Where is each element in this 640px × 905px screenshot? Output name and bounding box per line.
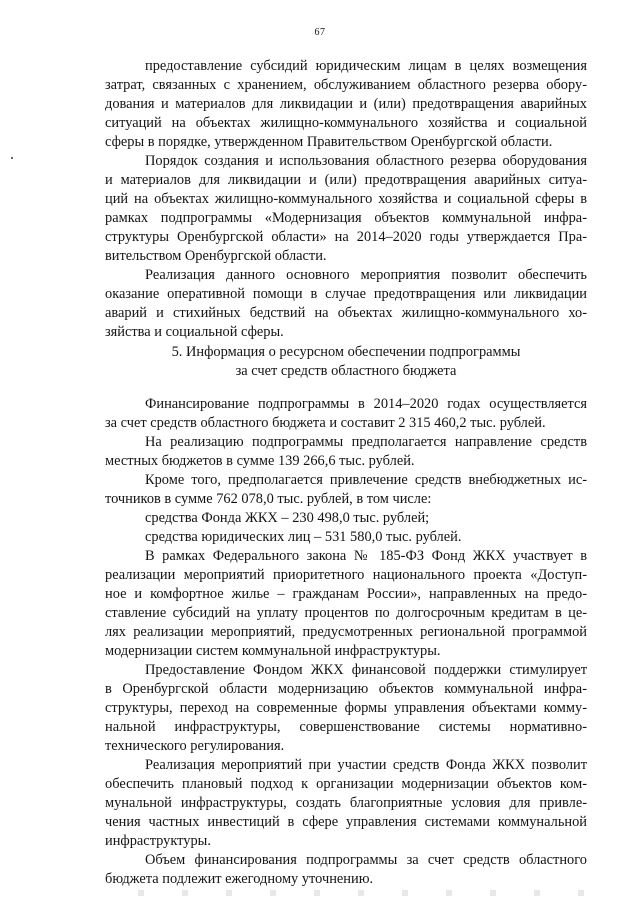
text-line: Реализация данного основного мероприятия позволит обеспечить [145, 267, 587, 283]
text-line: Реализация мероприятий при участии средств Фонда ЖКХ позволит [145, 757, 587, 773]
text-line: ное и комфортное жилье – гражданам России», направленных на предо- [105, 586, 587, 602]
text-line: В рамках Федерального закона № 185-ФЗ Фонд ЖКХ участвует в [145, 548, 587, 564]
text-line: Кроме того, предполагается привлечение средств внебюджетных ис- [145, 472, 587, 488]
text-line: аварий и стихийных бедствий на объектах жилищно-коммунального хо- [105, 305, 587, 321]
scan-specks [100, 890, 600, 896]
text-line: средства Фонда ЖКХ – 230 498,0 тыс. рублей; [145, 510, 430, 526]
margin-mark [11, 157, 13, 159]
text-line: Финансирование подпрограммы в 2014–2020 годах осуществляется [145, 396, 587, 412]
text-line: ситуаций на объектах жилищно-коммунального хозяйства и социальной [105, 115, 587, 131]
text-line: Предоставление Фондом ЖКХ финансовой поддержки стимулирует [145, 662, 587, 678]
heading-line: за счет средств областного бюджета [235, 363, 457, 379]
text-line: местных бюджетов в сумме 139 266,6 тыс. рублей. [105, 453, 415, 469]
text-line: дования и материалов для ликвидации и (или) предотвращения аварийных [105, 96, 587, 112]
text-line: вительством Оренбургской области. [105, 248, 327, 264]
text-line: зяйства и социальной сферы. [105, 324, 284, 340]
text-line: На реализацию подпрограммы предполагается направление средств [145, 434, 587, 450]
text-line: ций на объектах жилищно-коммунального хозяйства и социальной сферы в [105, 191, 587, 207]
text-line: ставление субсидий на уплату процентов по долгосрочным кредитам в це- [105, 605, 587, 621]
text-line: лях реализации мероприятий, предусмотренных региональной программой [105, 624, 587, 640]
text-line: реализации мероприятий приоритетного национального проекта «Доступ- [105, 567, 587, 583]
text-line: бюджета подлежит ежегодному уточнению. [105, 871, 374, 887]
text-line: нальной инфраструктуры, совершенствование системы нормативно- [105, 719, 587, 735]
text-line: сферы в порядке, утвержденном Правительством Оренбургской области. [105, 134, 553, 150]
text-line: и материалов для ликвидации и (или) предотвращения аварийных ситуа- [105, 172, 587, 188]
text-line: оказание оперативной помощи в случае предотвращения или ликвидации [105, 286, 587, 302]
text-line: обеспечить плановый подход к организации модернизации объектов ком- [105, 776, 587, 792]
text-line: мунальной инфраструктуры, создать благоприятные условия для привле- [105, 795, 587, 811]
text-line: средства юридических лиц – 531 580,0 тыс. рублей. [145, 529, 462, 545]
text-line: Порядок создания и использования областного резерва оборудования [145, 153, 587, 169]
text-line: структуры Оренбургской области» на 2014–2020 годы утверждается Пра- [105, 229, 587, 245]
page-number: 67 [314, 27, 326, 38]
heading-line: 5. Информация о ресурсном обеспечении подпрограммы [171, 344, 521, 360]
text-line: чения частных инвестиций в сфере управления системами коммунальной [105, 814, 587, 830]
text-line: структуры, переход на современные формы управления объектами комму- [105, 700, 587, 716]
text-line: инфраструктуры. [105, 833, 211, 849]
text-line: точников в сумме 762 078,0 тыс. рублей, в том числе: [105, 491, 432, 507]
text-line: технического регулирования. [105, 738, 285, 754]
text-line: рамках подпрограммы «Модернизация объектов коммунальной инфра- [105, 210, 587, 226]
text-line: в Оренбургской области модернизацию объектов коммунальной инфра- [105, 681, 587, 697]
text-line: модернизации систем коммунальной инфраструктуры. [105, 643, 441, 659]
text-line: Объем финансирования подпрограммы за счет средств областного [145, 852, 587, 868]
text-line: затрат, связанных с хранением, обслуживанием областного резерва обору- [105, 77, 587, 93]
text-line: за счет средств областного бюджета и составит 2 315 460,2 тыс. рублей. [105, 415, 546, 431]
text-line: предоставление субсидий юридическим лицам в целях возмещения [145, 58, 587, 74]
